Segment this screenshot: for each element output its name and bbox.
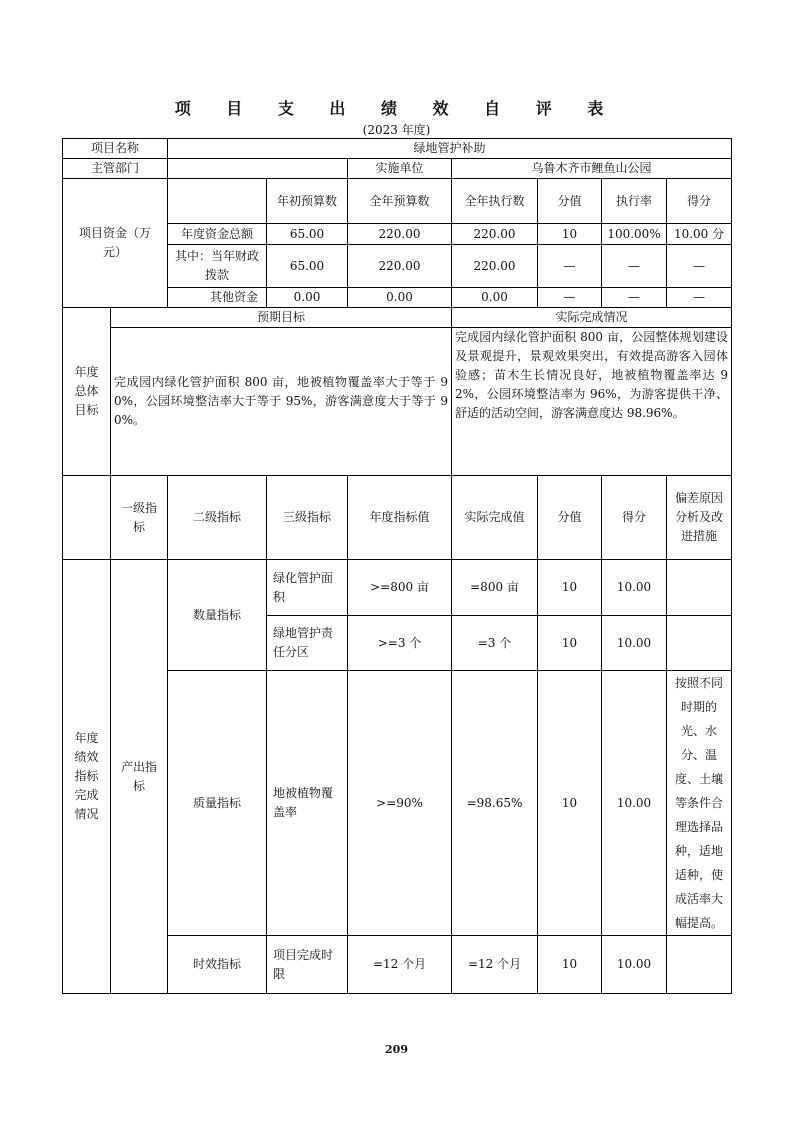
indicator-header-score: 得分 xyxy=(602,476,667,560)
indicator-target: >=800 亩 xyxy=(348,560,452,616)
funds-row-executed: 220.00 xyxy=(452,245,538,288)
indicator-section-label: 年度绩效指标完成情况 xyxy=(63,560,111,994)
project-name-label: 项目名称 xyxy=(63,139,168,159)
indicator-reason xyxy=(667,936,732,994)
funds-header-score: 得分 xyxy=(667,179,732,224)
indicator-actual: =800 亩 xyxy=(452,560,538,616)
funds-row-annual: 0.00 xyxy=(348,288,452,308)
indicator-reason xyxy=(667,616,732,671)
indicator-reason xyxy=(667,560,732,616)
indicator-score-value: 10 xyxy=(538,560,602,616)
funds-row-score-value: — xyxy=(538,288,602,308)
indicator-target: >=90% xyxy=(348,671,452,936)
funds-header-rate: 执行率 xyxy=(602,179,667,224)
indicator-header-score-value: 分值 xyxy=(538,476,602,560)
funds-row-score: 10.00 分 xyxy=(667,224,732,245)
dept-label: 主管部门 xyxy=(63,159,168,179)
indicator-header-actual: 实际完成值 xyxy=(452,476,538,560)
goals-expected-text: 完成园内绿化管护面积 800 亩，地被植物覆盖率大于等于 90%，公园环境整洁率大于等于 95%，游客满意度大于等于 90%。 xyxy=(111,328,452,476)
funds-label: 项目资金（万元） xyxy=(63,179,168,308)
indicator-header-blank xyxy=(63,476,111,560)
indicator-header-target: 年度指标值 xyxy=(348,476,452,560)
dept-value xyxy=(168,159,348,179)
indicator-reason: 按照不同时期的光、水分、温度、土壤等条件合理选择品种，适地适种，使成活率大幅提高。 xyxy=(667,671,732,936)
funds-row-rate: — xyxy=(602,245,667,288)
funds-row-score-value: 10 xyxy=(538,224,602,245)
funds-header-annual: 全年预算数 xyxy=(348,179,452,224)
indicator-header-level3: 三级指标 xyxy=(267,476,348,560)
indicator-header-reason: 偏差原因分析及改进措施 xyxy=(667,476,732,560)
goals-actual-header: 实际完成情况 xyxy=(452,308,732,328)
indicator-actual: =98.65% xyxy=(452,671,538,936)
page-subtitle: (2023 年度) xyxy=(362,123,431,137)
funds-row-annual: 220.00 xyxy=(348,245,452,288)
indicator-level3: 绿化管护面积 xyxy=(267,560,348,616)
goals-expected-header: 预期目标 xyxy=(111,308,452,328)
funds-row-label: 其中：当年财政拨款 xyxy=(168,245,267,288)
funds-row-rate: — xyxy=(602,288,667,308)
indicator-score-value: 10 xyxy=(538,936,602,994)
indicator-score-value: 10 xyxy=(538,616,602,671)
indicator-level2-quality: 质量指标 xyxy=(168,671,267,936)
indicator-score-value: 10 xyxy=(538,671,602,936)
funds-row-initial: 0.00 xyxy=(267,288,348,308)
indicator-level3: 地被植物覆盖率 xyxy=(267,671,348,936)
indicator-target: >=3 个 xyxy=(348,616,452,671)
indicator-level2-timeliness: 时效指标 xyxy=(168,936,267,994)
impl-value: 乌鲁木齐市鲤鱼山公园 xyxy=(452,159,732,179)
funds-row-rate: 100.00% xyxy=(602,224,667,245)
funds-header-initial: 年初预算数 xyxy=(267,179,348,224)
page-title: 项 目 支 出 绩 效 自 评 表 xyxy=(174,99,619,118)
funds-row-label: 年度资金总额 xyxy=(168,224,267,245)
indicator-header-level1: 一级指标 xyxy=(111,476,168,560)
funds-row-executed: 220.00 xyxy=(452,224,538,245)
funds-row-score: — xyxy=(667,288,732,308)
funds-row-score-value: — xyxy=(538,245,602,288)
goals-label: 年度总体目标 xyxy=(63,308,111,476)
project-name-value: 绿地管护补助 xyxy=(168,139,732,159)
funds-row-annual: 220.00 xyxy=(348,224,452,245)
funds-row-initial: 65.00 xyxy=(267,224,348,245)
indicator-score: 10.00 xyxy=(602,671,667,936)
funds-header-score-value: 分值 xyxy=(538,179,602,224)
indicator-header-level2: 二级指标 xyxy=(168,476,267,560)
funds-header-blank xyxy=(168,179,267,224)
funds-row-executed: 0.00 xyxy=(452,288,538,308)
indicator-target: =12 个月 xyxy=(348,936,452,994)
indicator-score: 10.00 xyxy=(602,936,667,994)
indicator-level2-quantity: 数量指标 xyxy=(168,560,267,671)
indicator-actual: =3 个 xyxy=(452,616,538,671)
indicator-score: 10.00 xyxy=(602,616,667,671)
funds-row-initial: 65.00 xyxy=(267,245,348,288)
indicator-level3: 项目完成时限 xyxy=(267,936,348,994)
indicator-actual: =12 个月 xyxy=(452,936,538,994)
indicator-score: 10.00 xyxy=(602,560,667,616)
indicator-level1: 产出指标 xyxy=(111,560,168,994)
funds-row-label: 其他资金 xyxy=(168,288,267,308)
goals-actual-text: 完成园内绿化管护面积 800 亩，公园整体规划建设及景观提升，景观效果突出，有效提高游客入园体验感；苗木生长情况良好，地被植物覆盖率达 92%，公园环境整洁率为 96%，为游客提供干净、舒适的活动空间，游客满意度达 98.96%。 xyxy=(452,328,732,476)
page-number: 209 xyxy=(385,1043,408,1056)
indicator-level3: 绿地管护责任分区 xyxy=(267,616,348,671)
funds-row-score: — xyxy=(667,245,732,288)
impl-label: 实施单位 xyxy=(348,159,452,179)
performance-table xyxy=(62,138,732,994)
funds-header-executed: 全年执行数 xyxy=(452,179,538,224)
